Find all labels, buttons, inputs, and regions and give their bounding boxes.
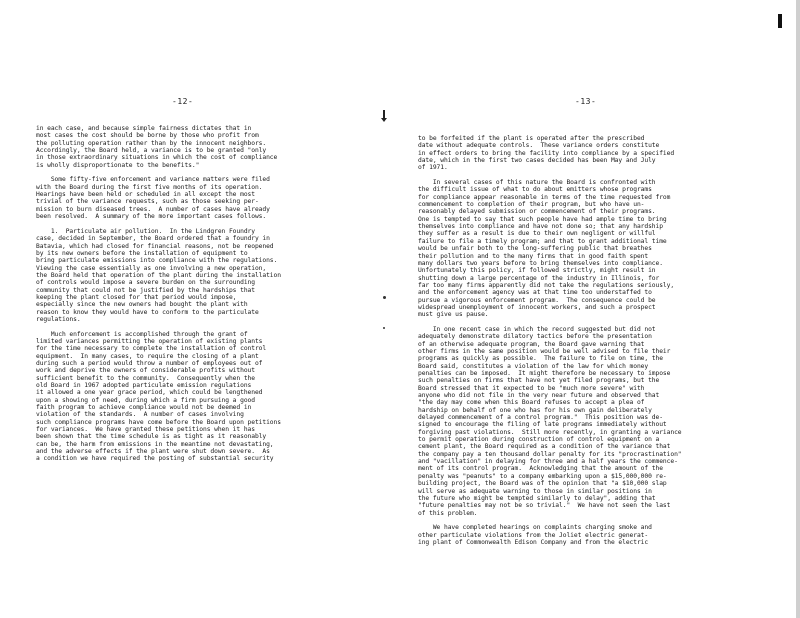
binding-fold-arrow-icon bbox=[383, 110, 385, 118]
page-number: -12- bbox=[172, 97, 194, 106]
scan-edge-shadow bbox=[796, 0, 800, 618]
page-body-text: in each case, and because simple fairness dictates that in most cases the cost should be borne by those who profit from the polluting operation rather than by the innocent neighbors. Accordingly, the Board held, a variance is to be granted "only in those extraordinary situations in which the cost of compliance is wholly disproportionate to the benefits." Some fifty-five enforcement and variance matters were filed with the Board during the first five months of its operation. Hearings have been held or scheduled in all except the most trivial of the variance requests, such as those seeking per- mission to burn diseased trees. A number of cases have already been resolved. A summary of the more important cases follows. 1. Particulate air pollution. In the Lindgren Foundry case, decided in September, the Board ordered that a foundry in Batavia, which had closed for financial reasons, not be reopened by its new owners before the installation of equipment to bring particulate emissions into compliance with the regulations. Viewing the case essentially as one involving a new operation, the Board held that operation of the plant during the installation of controls would impose a severe burden on the surrounding community that could not be justified by the hardships that keeping the plant closed for that period would impose, especially since the new owners had bought the plant with reason to know they would have to conform to the particulate regulations. Much enforcement is accomplished through the grant of limited variances permitting the operation of existing plants for the time necessary to complete the installation of control equipment. In many cases, to require the closing of a plant during such a period would throw a number of employees out of work and deprive the owners of considerable profits without sufficient benefit to the community. Consequently when the old Board in 1967 adopted particulate emission regulations it allowed a one year grace period, which could be lengthened upon a showing of need, during which a firm pursuing a good faith program to achieve compliance would not be deemed in violation of the standards. A number of cases involving such compliance programs have come before the Board upon petitions for variances. We have granted these petitions when it has been shown that the time schedule is as tight as it reasonably can be, the harm from emissions in the meantime not devastating, and the adverse effects if the plant were shut down severe. As a condition we have required the posting of substantial security bbox=[36, 125, 281, 463]
page-body-text: to be forfeited if the plant is operated after the prescribed date without adequate controls. These variance orders constitute in effect orders to bring the facility into compliance by a specified date, which in the first two cases decided has been May and July of 1971. In several cases of this nature the Board is confronted with the difficult issue of what to do about emitters whose programs for compliance appear reasonable in terms of the time requested from commencement to completion of their program, but who have un- reasonably delayed submission or commencement of their programs. One is tempted to say that such people have had ample time to bring themselves into compliance and have not done so; that any hardship they suffer as a result is due to their own negligent or willful failure to file a timely program; and that to grant additional time would be unfair both to the long-suffering public that breathes their pollution and to the many firms that in good faith spent many dollars two years before to bring themselves into compliance. Unfortunately this policy, if followed strictly, might result in shutting down a large percentage of the industry in Illinois, for far too many firms apparently did not take the regulations seriously, and the enforcement agency was at that time too understaffed to pursue a vigorous enforcement program. The consequence could be widespread unemployment of innocent workers, and such a prospect must give us pause. In one recent case in which the record suggested but did not adequately demonstrate dilatory tactics before the presentation of an otherwise adequate program, the Board gave warning that other firms in the same position would be well advised to file their programs as quickly as possible. The failure to file on time, the Board said, constitutes a violation of the law for which money penalties can be imposed. It might therefore be necessary to impose such penalties on firms that have not yet filed programs, but the Board stressed that it expected to be "much more severe" with anyone who did not file in the very near future and observed that "the day may come when this Board refuses to accept a plea of hardship on behalf of one who has for his own gain deliberately delayed commencement of a control program." This position was de- signed to encourage the filing of late programs immediately without forgiving past violations. Still more recently, in granting a variance to permit operation during construction of control equipment on a cement plant, the Board required as a condition of the variance that the company pay a ten thousand dollar penalty for its "procrastination" and "vacillation" in delaying for three and a half years the commence- ment of its control program. Acknowledging that the amount of the penalty was "peanuts" to a company embarking upon a $15,000,000 re- building project, the Board was of the opinion that "a $10,000 slap will serve as adequate warning to those in similar positions in the future who might be tempted similarly to delay", adding that "future penalties may not be so trivial." We have not seen the last of this problem. We have completed hearings on complaints charging smoke and other particulate violations from the Joliet electric generat- ing plant of Commonwealth Edison Company and from the electric bbox=[418, 135, 682, 546]
right-page bbox=[400, 0, 800, 618]
staple-hole-icon bbox=[383, 327, 385, 329]
scan-mark-icon bbox=[778, 14, 782, 28]
page-number: -13- bbox=[575, 97, 597, 106]
staple-hole-icon bbox=[383, 296, 386, 299]
